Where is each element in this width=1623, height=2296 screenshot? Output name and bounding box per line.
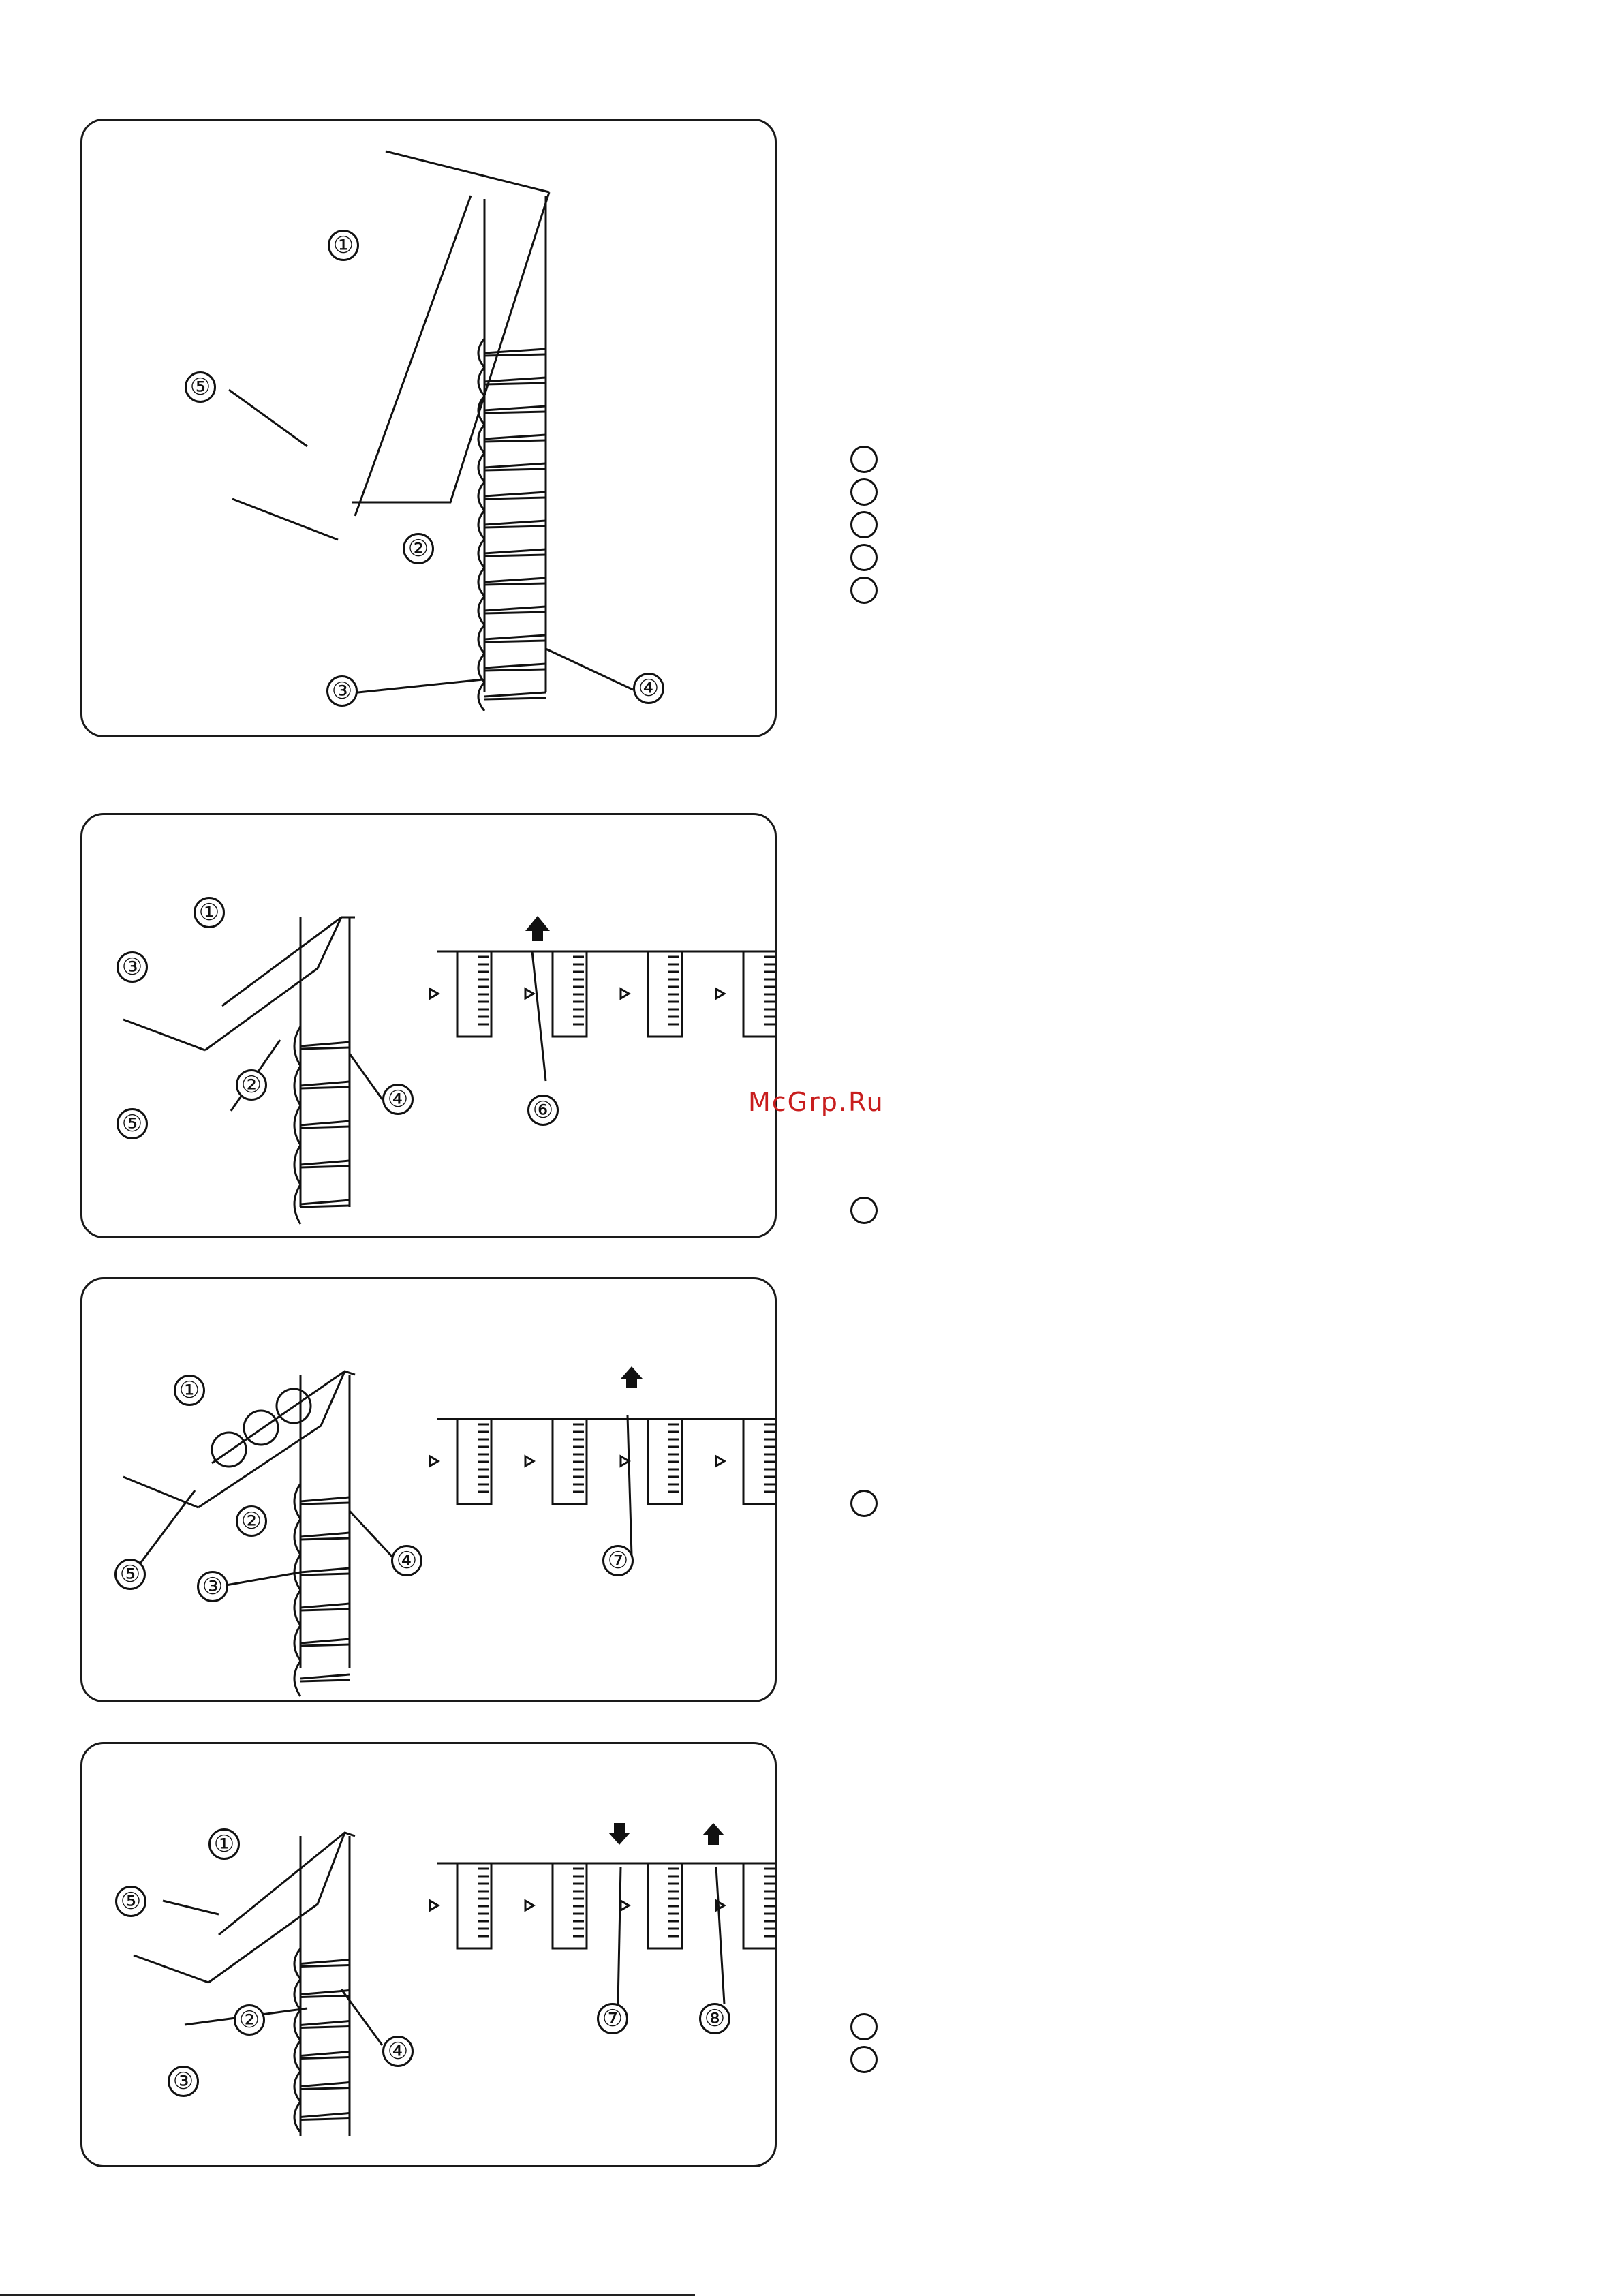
callout-3: ③ [117, 951, 148, 983]
fabric-hem-illustration-4 [82, 1744, 777, 2167]
figure-panel-3 [80, 1277, 777, 1702]
stitch-line [300, 2113, 350, 2117]
stitch-line [484, 521, 546, 525]
indicator-triangle-icon [525, 1901, 534, 1910]
side-marker [850, 1197, 878, 1224]
callout-1: ① [328, 230, 359, 261]
indicator-triangle-icon [430, 1456, 438, 1466]
callout-1: ① [208, 1828, 240, 1860]
stitch-line [484, 555, 546, 556]
stitch-line [484, 440, 546, 442]
stitch-line [484, 641, 546, 642]
stitch-line [300, 1127, 350, 1128]
stitch-line [300, 1087, 350, 1088]
stitch-line [484, 406, 546, 410]
up-arrow-icon [702, 1823, 724, 1845]
stitch-line [300, 2021, 350, 2025]
callout-4: ④ [633, 673, 664, 704]
stitch-line [484, 349, 546, 353]
callout-2: ② [236, 1505, 267, 1537]
stitch-line [484, 612, 546, 613]
stitch-line [484, 383, 546, 384]
stitch-line [300, 2052, 350, 2056]
callout-5: ⑤ [185, 371, 216, 403]
callout-3: ③ [197, 1571, 228, 1602]
callout-6: ⑥ [527, 1095, 559, 1126]
callout-2: ② [403, 533, 434, 564]
stitch-line [484, 578, 546, 582]
callout-4: ④ [382, 2036, 414, 2067]
stitch-line [300, 2119, 350, 2120]
stitch-line [300, 1497, 350, 1501]
side-marker [850, 1490, 878, 1517]
indicator-triangle-icon [621, 1456, 629, 1466]
stitch-line [484, 469, 546, 470]
stitch-line [300, 1121, 350, 1125]
callout-7: ⑦ [602, 1545, 634, 1576]
stitch-line [300, 1604, 350, 1608]
indicator-triangle-icon [621, 1901, 629, 1910]
stitch-line [300, 2057, 350, 2059]
stitch-line [300, 1568, 350, 1572]
side-marker [850, 577, 878, 604]
callout-5: ⑤ [117, 1108, 148, 1139]
indicator-triangle-icon [430, 1901, 438, 1910]
stitch-line [484, 607, 546, 611]
stitch-line [300, 1538, 350, 1540]
side-marker [850, 2046, 878, 2073]
indicator-triangle-icon [525, 989, 534, 998]
stitch-line [300, 1965, 350, 1967]
stitch-line [300, 1674, 350, 1679]
stitch-line [300, 1042, 350, 1046]
callout-5: ⑤ [114, 1559, 146, 1590]
stitch-line [300, 1533, 350, 1537]
side-marker [850, 2013, 878, 2040]
up-arrow-icon [621, 1366, 643, 1388]
indicator-triangle-icon [430, 989, 438, 998]
fabric-hem-illustration-1 [82, 121, 777, 737]
stitch-line [300, 1609, 350, 1610]
stitch-line [484, 492, 546, 496]
side-marker [850, 544, 878, 571]
stitch-line [484, 498, 546, 499]
stitch-line [484, 463, 546, 468]
indicator-triangle-icon [716, 1456, 724, 1466]
stitch-line [300, 1166, 350, 1167]
stitch-line [300, 1996, 350, 1997]
stitch-line [484, 635, 546, 639]
callout-2: ② [234, 2004, 265, 2036]
up-arrow-icon [525, 916, 550, 941]
stitch-line [484, 692, 546, 697]
down-arrow-icon [608, 1823, 630, 1845]
stitch-line [484, 354, 546, 356]
indicator-triangle-icon [525, 1456, 534, 1466]
stitch-line [300, 1960, 350, 1964]
stitch-line [484, 583, 546, 585]
stitch-line [300, 1574, 350, 1575]
stitch-line [300, 1639, 350, 1643]
side-marker [850, 511, 878, 538]
callout-5: ⑤ [115, 1886, 146, 1917]
stitch-line [300, 1644, 350, 1646]
figure-panel-1 [80, 119, 777, 737]
stitch-line [300, 1200, 350, 1204]
callout-4: ④ [391, 1545, 422, 1576]
stitch-line [484, 526, 546, 527]
callout-2: ② [236, 1069, 267, 1101]
stitch-line [484, 378, 546, 382]
fabric-hem-illustration-2 [82, 815, 777, 1238]
stitch-line [300, 1082, 350, 1086]
callout-4: ④ [382, 1084, 414, 1115]
stitch-line [484, 435, 546, 439]
callout-1: ① [174, 1375, 205, 1406]
stitch-line [484, 664, 546, 668]
stitch-line [300, 1680, 350, 1681]
callout-3: ③ [326, 675, 358, 707]
stitch-line [484, 412, 546, 413]
stitch-line [484, 698, 546, 699]
stitch-line [300, 1047, 350, 1049]
side-marker [850, 446, 878, 473]
stitch-line [300, 1206, 350, 1207]
stitch-line [300, 2088, 350, 2090]
stitch-line [484, 549, 546, 553]
stitch-line [300, 2083, 350, 2087]
watermark: McGrp.Ru [748, 1087, 884, 1117]
figure-panel-4 [80, 1742, 777, 2167]
fabric-hem-illustration-3 [82, 1279, 777, 1702]
figure-panel-2 [80, 813, 777, 1238]
indicator-triangle-icon [621, 989, 629, 998]
callout-3: ③ [168, 2066, 199, 2097]
stitch-line [484, 669, 546, 671]
side-marker [850, 478, 878, 506]
callout-8: ⑧ [699, 2003, 730, 2034]
stitch-line [300, 2027, 350, 2028]
callout-1: ① [194, 897, 225, 928]
callout-7: ⑦ [597, 2003, 628, 2034]
stitch-line [300, 1161, 350, 1165]
indicator-triangle-icon [716, 989, 724, 998]
stitch-line [300, 1503, 350, 1504]
